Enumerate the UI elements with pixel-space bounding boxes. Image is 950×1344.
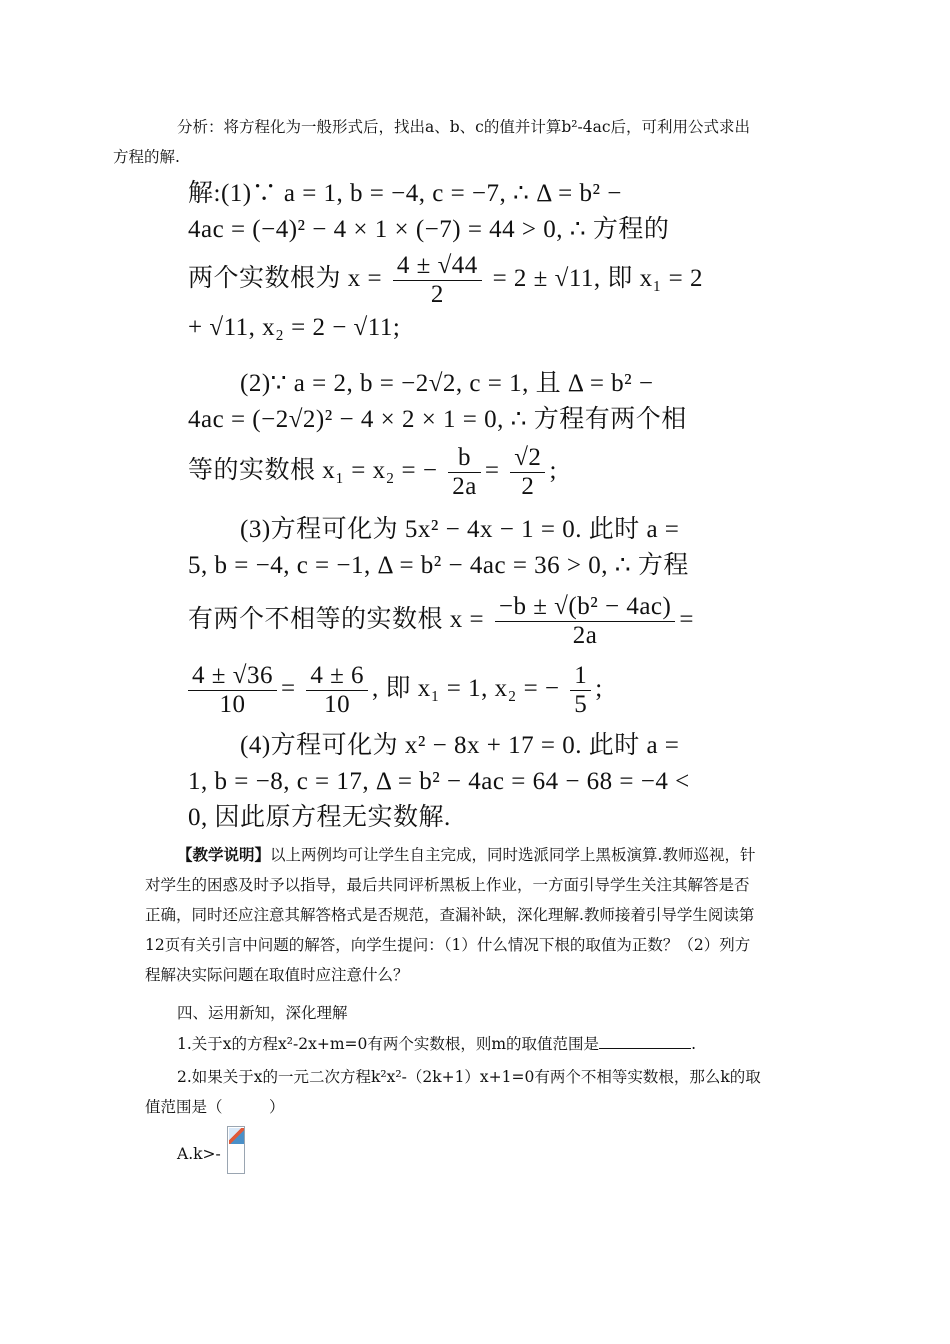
- s2-line-2: 4ac = (−2√2)² − 4 × 2 × 1 = 0, ∴ 方程有两个相: [188, 406, 687, 433]
- s3-line-1: (3)方程可化为 5x² − 4x − 1 = 0. 此时 a =: [240, 516, 680, 543]
- teaching-note-label: 【教学说明】: [177, 845, 271, 864]
- s4-line-3: 0, 因此原方程无实数解.: [188, 804, 451, 831]
- s1-line-1: 解:(1)∵ a = 1, b = −4, c = −7, ∴ Δ = b² −: [188, 180, 622, 207]
- teaching-note-line-1: 以上两例均可让学生自主完成，同时选派同学上黑板演算.教师巡视，针: [270, 846, 756, 864]
- option-a: A.k>-: [177, 1145, 221, 1163]
- question-2-line-2: 值范围是（ ）: [145, 1098, 285, 1116]
- teaching-note-line-4: 12页有关引言中问题的解答，向学生提问：（1）什么情况下根的取值为正数？（2）列方: [145, 936, 751, 954]
- question-1: 1.关于x的方程x²-2x+m=0有两个实数根，则m的取值范围是 .: [177, 1035, 696, 1053]
- solution-4: [188, 728, 708, 836]
- s2-fraction-1: $\frac{b}{2a}$: [448, 444, 481, 501]
- s3-line-2: 5, b = −4, c = −1, Δ = b² − 4ac = 36 > 0, ∴ 方程: [188, 552, 689, 579]
- s4-line-1: (4)方程可化为 x² − 8x + 17 = 0. 此时 a =: [240, 732, 680, 759]
- analysis-paragraph: [113, 112, 805, 172]
- teaching-note-line-3: 正确，同时还应注意其解答格式是否规范，查漏补缺，深化理解.教师接着引导学生阅读第: [145, 906, 755, 924]
- teaching-note-line-5: 程解决实际问题在取值时应注意什么？: [145, 966, 409, 984]
- s2-fraction-2: $\frac{√2}{2}$: [510, 444, 545, 501]
- question-2-line-1: 2.如果关于x的一元二次方程k²x²-（2k+1）x+1=0有两个不相等实数根，那么k的取: [177, 1068, 761, 1086]
- s3-fraction-a: $\frac{4 \pm √36}{10}$: [188, 662, 277, 719]
- section-4-heading: 四、运用新知，深化理解: [177, 1004, 348, 1022]
- s1-line-2: 4ac = (−4)² − 4 × 1 × (−7) = 44 > 0, ∴ 方程的: [188, 216, 670, 243]
- s1-line-4: + √11, x₂ = 2 − √11;: [188, 314, 401, 341]
- s3-fraction-c: $\frac{1}{5}$: [570, 662, 591, 719]
- s3-line-4: $\frac{4 \pm √36}{10}$ = $\frac{4 \pm 6}{10}$ , 即 x₁ = 1, x₂ = − $\frac{1}{5}$ ;: [188, 656, 708, 722]
- s2-line-1: (2)∵ a = 2, b = −2√2, c = 1, 且 Δ = b² −: [240, 370, 654, 397]
- teaching-note: [145, 840, 810, 990]
- s3-line-3: 有两个不相等的实数根 x = $\frac{\text{−b ± √(b² − 4ac)}}{2a}$ =: [188, 592, 694, 649]
- question-2: [145, 1062, 805, 1122]
- s3-fraction-b: $\frac{4 \pm 6}{10}$: [306, 662, 368, 719]
- answer-blank: [599, 1034, 691, 1049]
- solution-1: [188, 176, 708, 346]
- solution-2: [188, 366, 708, 504]
- analysis-line-2: 方程的解.: [113, 148, 180, 166]
- solution-3: [188, 512, 708, 722]
- teaching-note-line-2: 对学生的困惑及时予以指导，最后共同评析黑板上作业，一方面引导学生关注其解答是否: [145, 876, 750, 894]
- s4-line-2: 1, b = −8, c = 17, Δ = b² − 4ac = 64 − 68 = −4 <: [188, 768, 690, 795]
- s2-line-3: 等的实数根 x₁ = x₂ = − $\frac{b}{2a}$ = $\frac{√2}{2}$ ;: [188, 443, 557, 500]
- analysis-line-1: 分析：将方程化为一般形式后，找出a、b、c的值并计算b²-4ac后，可利用公式求出: [177, 118, 751, 136]
- s3-fraction-formula: $\frac{\text{−b ± √(b² − 4ac)}}{2a}$: [495, 593, 675, 650]
- s1-fraction: $\frac{4 \pm √44}{2}$: [393, 252, 482, 309]
- s1-line-3: 两个实数根为 x = $\frac{4 \pm √44}{2}$ = 2 ± √11, 即 x₁ = 2: [188, 251, 703, 308]
- broken-image-icon: [227, 1126, 245, 1174]
